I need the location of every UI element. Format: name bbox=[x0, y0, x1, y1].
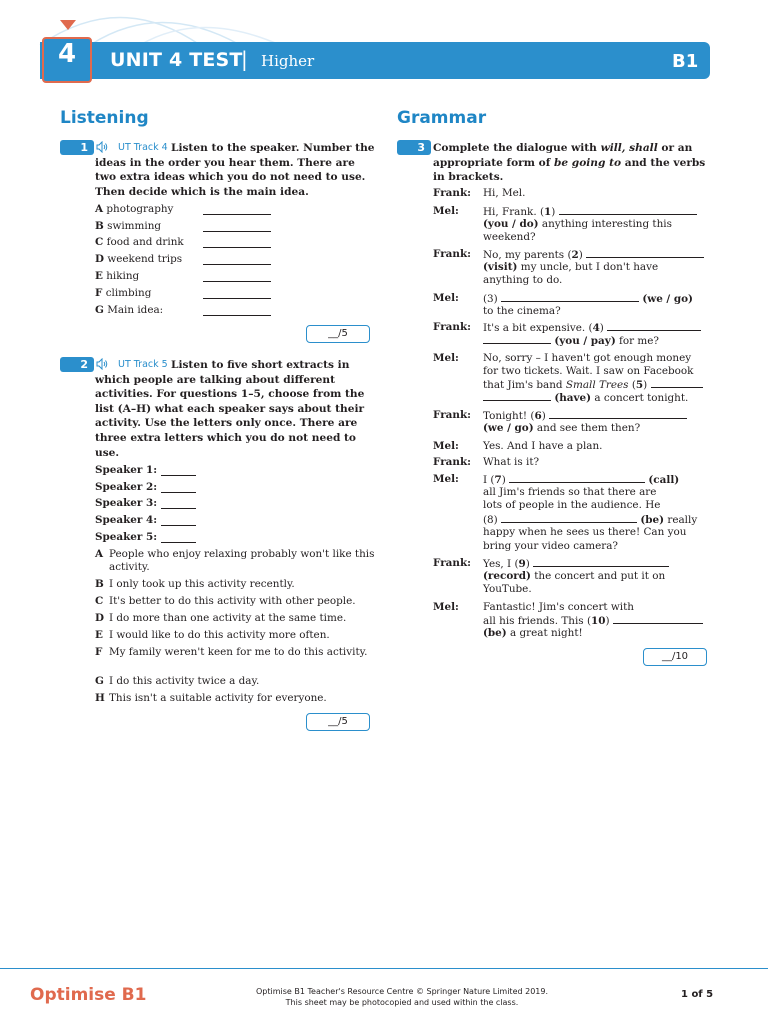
speaker-mel: Mel: bbox=[433, 473, 459, 485]
marker-triangle-icon bbox=[60, 20, 76, 30]
test-level: Higher bbox=[261, 52, 315, 70]
dialogue-line: (we / go) and see them then? bbox=[483, 422, 641, 434]
footer-copyright bbox=[232, 986, 572, 1008]
dialogue-line: (you / do) anything interesting this bbox=[483, 218, 672, 230]
dialogue-line: happy when he sees us there! Can you bbox=[483, 526, 687, 538]
track-label-1[interactable]: UT Track 4 bbox=[118, 142, 168, 153]
dialogue-line: all his friends. This (10) bbox=[483, 614, 713, 628]
idea-item: G Main idea: bbox=[95, 304, 164, 316]
answer-option: E I would like to do this activity more often. bbox=[95, 629, 330, 641]
dialogue-line: (be) a great night! bbox=[483, 627, 583, 639]
dialogue-line: Yes, I (9) bbox=[483, 557, 713, 571]
dialogue-line: No, sorry – I haven't got enough money bbox=[483, 352, 692, 364]
idea-item: A photography bbox=[95, 203, 174, 215]
answer-blank[interactable] bbox=[203, 298, 271, 299]
speaker-label: Speaker 4: bbox=[95, 514, 158, 526]
speaker-frank: Frank: bbox=[433, 321, 471, 333]
idea-item: D weekend trips bbox=[95, 253, 183, 265]
dialogue-line: No, my parents (2) bbox=[483, 248, 713, 262]
dialogue-line: to the cinema? bbox=[483, 305, 561, 317]
page-number: 1 of 5 bbox=[681, 989, 714, 1000]
exercise-number-3: 3 bbox=[397, 140, 431, 155]
answer-option: F My family weren't keen for me to do this activity. bbox=[95, 646, 368, 658]
speaker-frank: Frank: bbox=[433, 248, 471, 260]
exercise-3-score: __/10 bbox=[643, 648, 707, 666]
level-badge: B1 bbox=[672, 51, 699, 72]
answer-blank-6[interactable] bbox=[549, 409, 687, 419]
dialogue-line: I (7) (call) bbox=[483, 474, 680, 486]
answer-blank-7[interactable] bbox=[509, 473, 645, 483]
unit-number: 4 bbox=[57, 39, 77, 69]
answer-blank-1[interactable] bbox=[559, 205, 697, 215]
speaker-mel: Mel: bbox=[433, 440, 459, 452]
answer-blank-2[interactable] bbox=[586, 248, 704, 258]
speaker-label: Speaker 2: bbox=[95, 481, 158, 493]
answer-blank[interactable] bbox=[161, 508, 196, 509]
exercise-2-score: __/5 bbox=[306, 713, 370, 731]
dialogue-line: that Jim's band Small Trees (5) bbox=[483, 378, 713, 392]
answer-option: H This isn't a suitable activity for everyone. bbox=[95, 692, 327, 704]
idea-item: F climbing bbox=[95, 287, 152, 299]
exercise-3-instruction: Complete the dialogue with will, shall or an appropriate form of be going to and the verbs in brackets. bbox=[433, 142, 706, 184]
footer-divider bbox=[0, 968, 768, 969]
exercise-number-1: 1 bbox=[60, 140, 94, 155]
speaker-mel: Mel: bbox=[433, 352, 459, 364]
answer-blank[interactable] bbox=[203, 281, 271, 282]
dialogue-line: weekend? bbox=[483, 231, 536, 243]
exercise-2-instruction: Listen to five short extracts in which people are talking about different activities. For questions 1–5, choose from the list (A–H) what each speaker says about their activity. Use the letters only once. There are three extra letters which you do not need to use. bbox=[95, 359, 365, 459]
answer-blank[interactable] bbox=[203, 231, 271, 232]
answer-blank[interactable] bbox=[203, 214, 271, 215]
idea-item: C food and drink bbox=[95, 236, 184, 248]
speaker-mel: Mel: bbox=[433, 292, 459, 304]
answer-blank[interactable] bbox=[203, 315, 271, 316]
answer-blank-9[interactable] bbox=[533, 557, 669, 567]
answer-option: B I only took up this activity recently. bbox=[95, 578, 295, 590]
answer-blank-3[interactable] bbox=[501, 292, 639, 302]
answer-blank-8[interactable] bbox=[501, 513, 637, 523]
track-label-2[interactable]: UT Track 5 bbox=[118, 359, 168, 370]
answer-blank[interactable] bbox=[161, 492, 196, 493]
speaker-label: Speaker 3: bbox=[95, 497, 158, 509]
speaker-frank: Frank: bbox=[433, 187, 471, 199]
speaker-frank: Frank: bbox=[433, 409, 471, 421]
speaker-frank: Frank: bbox=[433, 456, 471, 468]
idea-item: B swimming bbox=[95, 220, 162, 232]
answer-blank-5-cont[interactable] bbox=[483, 391, 551, 401]
answer-option: A People who enjoy relaxing probably won't like this activity. bbox=[95, 548, 375, 573]
answer-blank[interactable] bbox=[161, 475, 196, 476]
dialogue-line: Hi, Mel. bbox=[483, 187, 526, 199]
answer-option: D I do more than one activity at the same time. bbox=[95, 612, 347, 624]
answer-option: G I do this activity twice a day. bbox=[95, 675, 260, 687]
test-title: UNIT 4 TEST bbox=[110, 49, 243, 71]
dialogue-line: (have) a concert tonight. bbox=[483, 391, 713, 405]
exercise-1-instruction: Listen to the speaker. Number the ideas in the order you hear them. There are two extra ideas which you do not need to use. Then decide which is the main idea. bbox=[95, 142, 375, 198]
copyright-line-1: Optimise B1 Teacher's Resource Centre © Springer Nature Limited 2019. bbox=[255, 987, 549, 996]
dialogue-line: (8) (be) really bbox=[483, 514, 698, 526]
answer-option: C It's better to do this activity with other people. bbox=[95, 595, 356, 607]
speaker-label: Speaker 5: bbox=[95, 531, 158, 543]
answer-blank-4-cont[interactable] bbox=[483, 334, 551, 344]
speaker-frank: Frank: bbox=[433, 557, 471, 569]
dialogue-line: Tonight! (6) bbox=[483, 409, 713, 423]
dialogue-line: for two tickets. Wait. I saw on Facebook bbox=[483, 365, 694, 377]
dialogue-line: (record) the concert and put it on bbox=[483, 570, 666, 582]
dialogue-line: lots of people in the audience. He bbox=[483, 499, 661, 511]
dialogue-line: bring your video camera? bbox=[483, 540, 618, 552]
title-separator: | bbox=[241, 47, 248, 71]
speaker-mel: Mel: bbox=[433, 205, 459, 217]
speaker-mel: Mel: bbox=[433, 601, 459, 613]
answer-blank[interactable] bbox=[161, 542, 196, 543]
listening-heading: Listening bbox=[60, 108, 149, 128]
dialogue-line: Hi, Frank. (1) bbox=[483, 205, 713, 219]
dialogue-line: (3) (we / go) bbox=[483, 293, 693, 305]
dialogue-line: Fantastic! Jim's concert with bbox=[483, 601, 634, 613]
dialogue-line: (you / pay) for me? bbox=[483, 334, 713, 348]
dialogue-line: all Jim's friends so that there are bbox=[483, 486, 657, 498]
dialogue-line: Yes. And I have a plan. bbox=[483, 440, 603, 452]
dialogue-line: (visit) my uncle, but I don't have bbox=[483, 261, 659, 273]
speaker-label: Speaker 1: bbox=[95, 464, 158, 476]
answer-blank-4[interactable] bbox=[607, 321, 701, 331]
copyright-line-2: This sheet may be photocopied and used within the class. bbox=[285, 998, 519, 1007]
answer-blank-5[interactable] bbox=[651, 378, 703, 388]
dialogue-line: What is it? bbox=[483, 456, 540, 468]
dialogue-line: anything to do. bbox=[483, 274, 563, 286]
grammar-heading: Grammar bbox=[397, 108, 487, 128]
dialogue-line: YouTube. bbox=[483, 583, 532, 595]
unit-number-box bbox=[42, 37, 92, 83]
answer-blank-10[interactable] bbox=[613, 614, 703, 624]
answer-blank[interactable] bbox=[203, 247, 271, 248]
answer-blank[interactable] bbox=[203, 264, 271, 265]
exercise-number-2: 2 bbox=[60, 357, 94, 372]
idea-item: E hiking bbox=[95, 270, 140, 282]
footer-brand: Optimise B1 bbox=[30, 985, 147, 1005]
dialogue-line: It's a bit expensive. (4) bbox=[483, 321, 713, 335]
exercise-1-score: __/5 bbox=[306, 325, 370, 343]
answer-blank[interactable] bbox=[161, 525, 196, 526]
